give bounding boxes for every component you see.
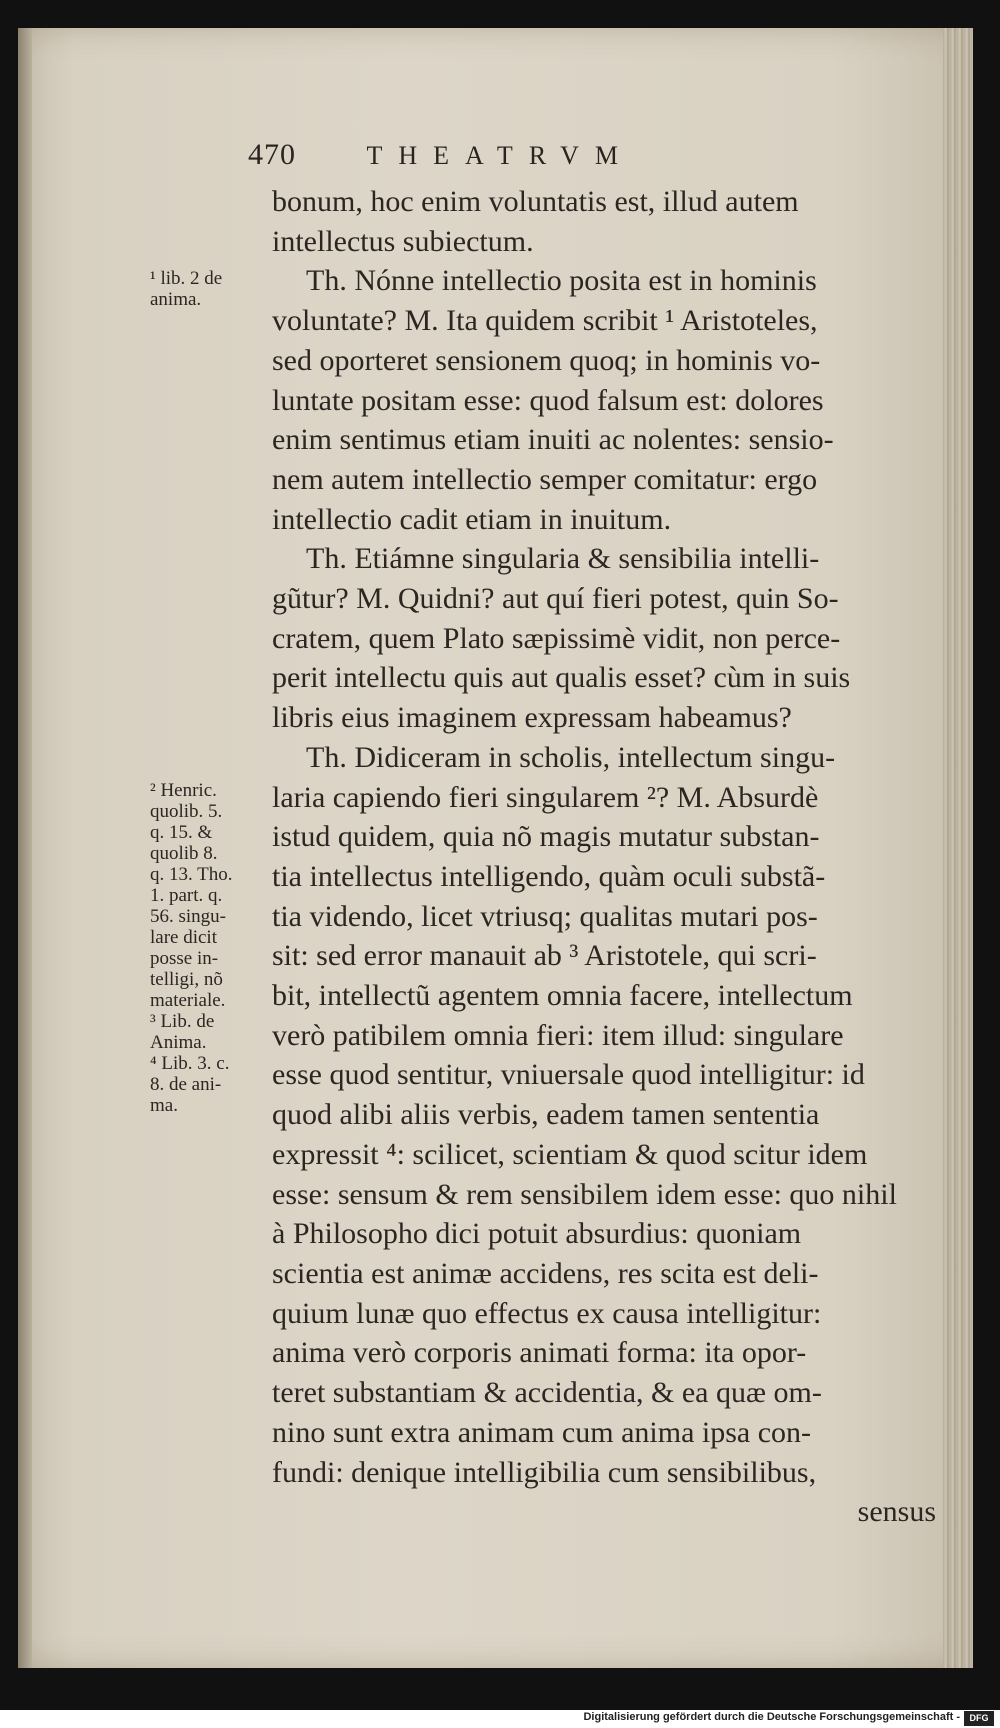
text-line: perit intellectu quis aut qualis esset? cùm in suis xyxy=(272,661,851,695)
page-number: 470 xyxy=(248,138,296,171)
text-line: quium lunæ quo effectus ex causa intelligitur: xyxy=(272,1296,822,1330)
margin-note-line: posse in- xyxy=(150,948,219,969)
header-title: THEATRVM xyxy=(366,141,634,170)
text-line: Th. Nónne intellectio posita est in hominis xyxy=(306,264,817,298)
text-line: intellectio cadit etiam in inuitum. xyxy=(272,502,672,536)
text-line: esse quod sentitur, vniuersale quod intelligitur: id xyxy=(272,1058,865,1092)
text-line: luntate positam esse: quod falsum est: dolores xyxy=(272,383,824,417)
text-line: quod alibi aliis verbis, eadem tamen sententia xyxy=(272,1098,820,1132)
margin-note-line: telligi, nõ xyxy=(150,969,223,990)
text-line: sed oporteret sensionem quoq; in hominis vo- xyxy=(272,343,821,377)
dfg-logo-icon: DFG xyxy=(964,1711,994,1726)
margin-note-line: q. 15. & xyxy=(150,822,213,843)
text-line: tia videndo, licet vtriusq; qualitas mutari pos- xyxy=(272,899,818,933)
text-line: Th. Didiceram in scholis, intellectum singu- xyxy=(306,740,836,774)
text-line: enim sentimus etiam inuiti ac nolentes: sensio- xyxy=(272,423,834,457)
running-head xyxy=(248,138,808,172)
text-line: expressit ⁴: scilicet, scientiam & quod scitur idem xyxy=(272,1137,868,1171)
text-line: cratem, quem Plato sæpissimè vidit, non perce- xyxy=(272,621,841,655)
text-line: à Philosopho dici potuit absurdius: quoniam xyxy=(272,1217,802,1251)
text-line: bit, intellectũ agentem omnia facere, intellectum xyxy=(272,979,853,1013)
margin-note-line: 8. de ani- xyxy=(150,1074,222,1095)
footer-credit: Digitalisierung gefördert durch die Deutsche Forschungsgemeinschaft - xyxy=(583,1711,960,1723)
margin-note-line: anima. xyxy=(150,289,202,310)
catchword: sensus xyxy=(857,1495,936,1529)
text-line: voluntate? M. Ita quidem scribit ¹ Aristoteles, xyxy=(272,304,818,338)
text-line: esse: sensum & rem sensibilem idem esse: quo nihil xyxy=(272,1177,897,1211)
text-line: bonum, hoc enim voluntatis est, illud autem xyxy=(272,185,799,218)
text-line: libris eius imaginem expressam habeamus? xyxy=(272,701,792,735)
text-line: sit: sed error manauit ab ³ Aristotele, qui scri- xyxy=(272,939,817,973)
text-line: teret substantiam & accidentia, & ea quæ om- xyxy=(272,1376,822,1410)
page-gutter xyxy=(18,28,32,1668)
margin-note-2 xyxy=(150,780,262,1116)
margin-note-line: quolib 8. xyxy=(150,843,218,864)
text-line: scientia est animæ accidens, res scita est deli- xyxy=(272,1256,819,1290)
text-line: Th. Etiámne singularia & sensibilia intelli- xyxy=(306,542,820,576)
text-line: nino sunt extra animam cum anima ipsa con- xyxy=(272,1415,812,1449)
text-line: fundi: denique intelligibilia cum sensibilibus, xyxy=(272,1455,817,1489)
text-line: anima verò corporis animati forma: ita opor- xyxy=(272,1336,807,1370)
margin-note-line: materiale. xyxy=(150,990,226,1011)
margin-note-line: ⁴ Lib. 3. c. xyxy=(150,1053,230,1074)
margin-note-line: q. 13. Tho. xyxy=(150,864,233,885)
text-line: nem autem intellectio semper comitatur: ergo xyxy=(272,462,818,496)
margin-note-line: ³ Lib. de xyxy=(150,1011,215,1032)
body-text xyxy=(272,182,936,1532)
margin-note-line: 56. singu- xyxy=(150,906,226,927)
margin-note-line: ¹ lib. 2 de xyxy=(150,268,223,289)
text-line: gũtur? M. Quidni? aut quí fieri potest, quin So- xyxy=(272,582,839,616)
margin-note-line: lare dicit xyxy=(150,927,217,948)
text-line: verò patibilem omnia fieri: item illud: singulare xyxy=(272,1018,844,1052)
margin-note-line: ² Henric. xyxy=(150,780,217,801)
text-line: laria capiendo fieri singularem ²? M. Absurdè xyxy=(272,780,819,814)
text-line: tia intellectus intelligendo, quàm oculi substã- xyxy=(272,859,826,893)
margin-note-line: ma. xyxy=(150,1095,178,1116)
text-line: intellectus subiectum. xyxy=(272,224,534,258)
margin-note-line: Anima. xyxy=(150,1032,207,1053)
margin-note-line: quolib. 5. xyxy=(150,801,223,822)
text-line: istud quidem, quia nõ magis mutatur substan- xyxy=(272,820,820,854)
margin-note-1 xyxy=(150,268,262,310)
margin-note-line: 1. part. q. xyxy=(150,885,223,906)
page-fore-edge xyxy=(943,28,973,1668)
